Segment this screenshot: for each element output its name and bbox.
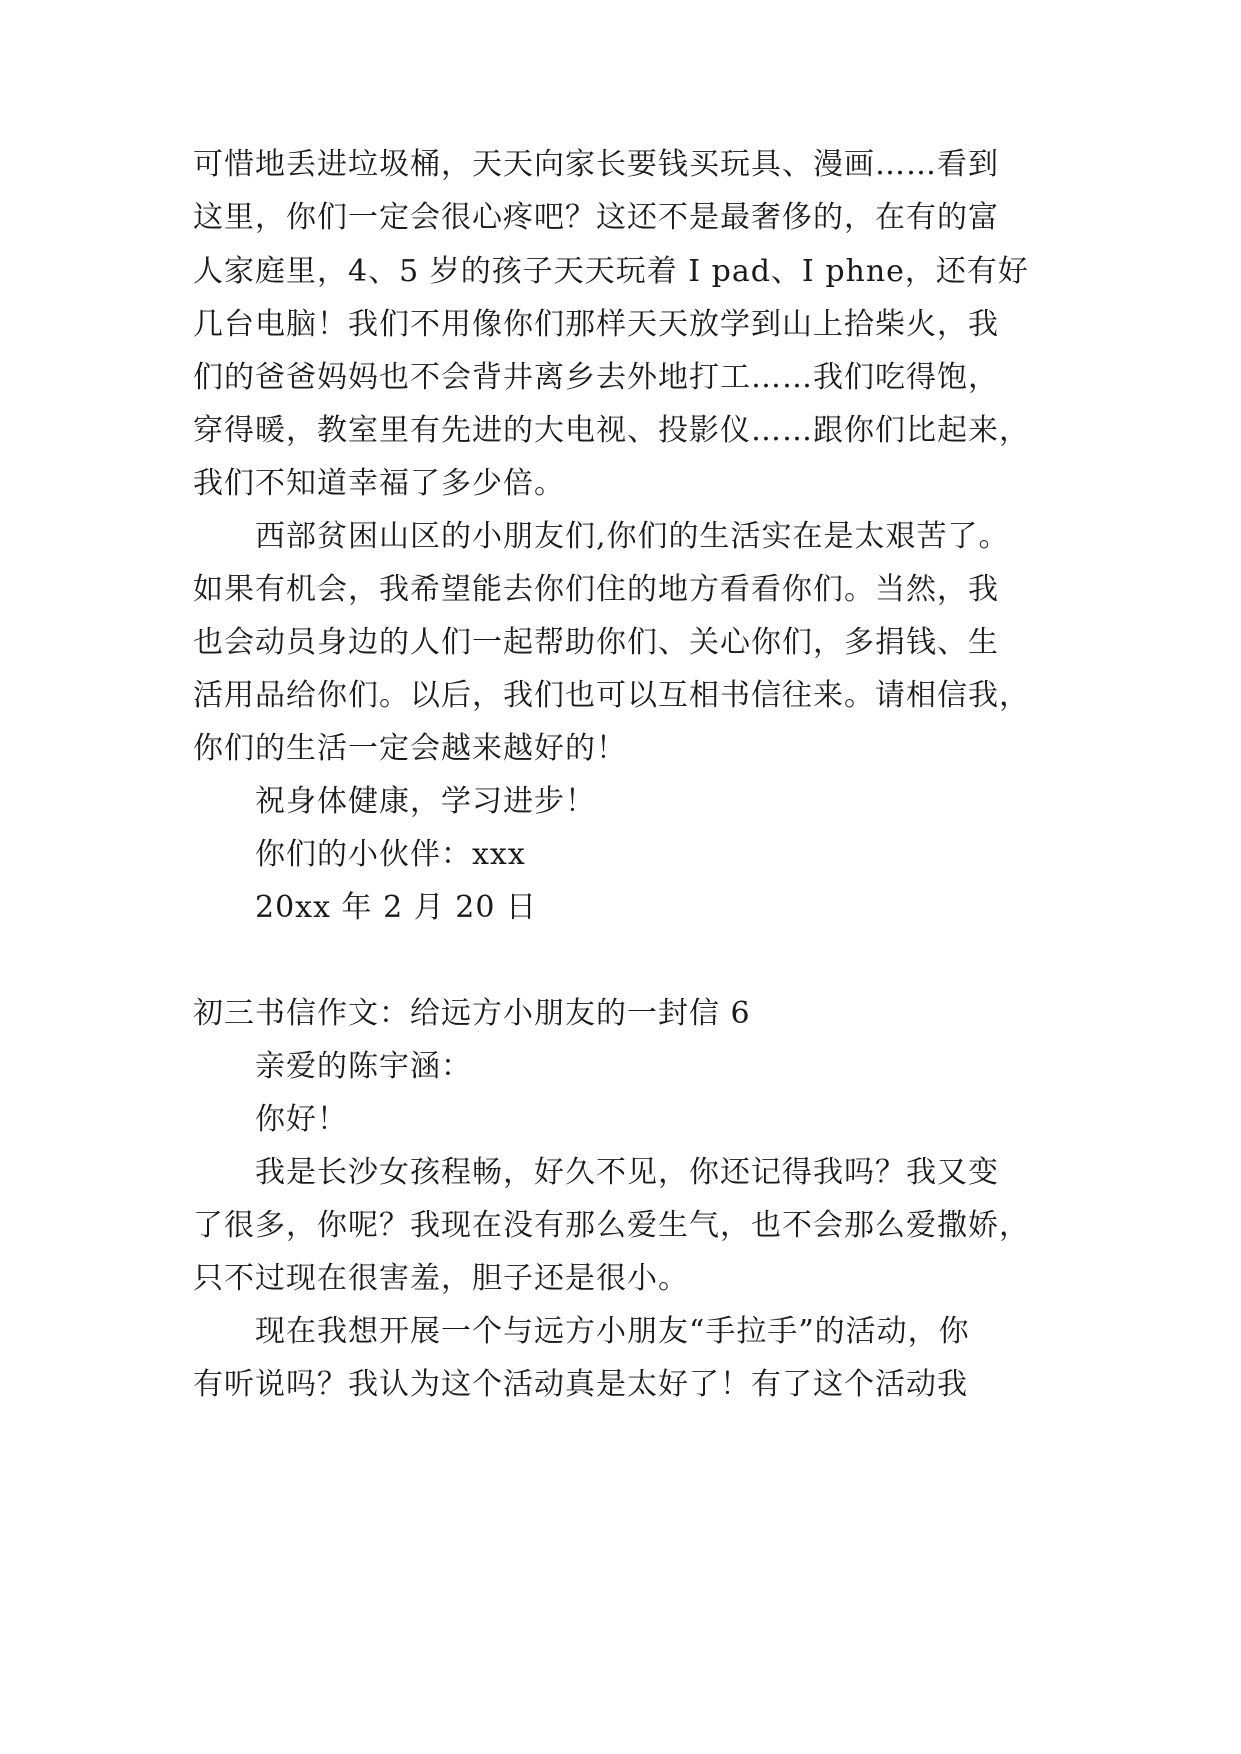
paragraph-line: 活用品给你们。以后，我们也可以互相书信往来。请相信我， xyxy=(193,678,1030,713)
letter-signature: 你们的小伙伴：xxx xyxy=(255,837,526,872)
paragraph-line: 有听说吗？我认为这个活动真是太好了！有了这个活动我 xyxy=(193,1367,968,1402)
paragraph-line: 了很多，你呢？我现在没有那么爱生气，也不会那么爱撒娇， xyxy=(193,1208,1030,1243)
body-line: 人家庭里，4、5 岁的孩子天天玩着 I pad、I phne，还有好 xyxy=(193,254,1029,289)
letter-salutation: 亲爱的陈宇涵： xyxy=(255,1049,472,1084)
letter-greeting: 你好！ xyxy=(255,1102,348,1137)
body-line: 可惜地丢进垃圾桶，天天向家长要钱买玩具、漫画……看到 xyxy=(193,147,999,182)
paragraph-line: 如果有机会，我希望能去你们住的地方看看你们。当然，我 xyxy=(193,572,999,607)
body-line: 这里，你们一定会很心疼吧？这还不是最奢侈的，在有的富 xyxy=(193,200,999,235)
letter-closing: 祝身体健康，学习进步！ xyxy=(255,784,596,819)
paragraph-line: 现在我想开展一个与远方小朋友“手拉手”的活动，你 xyxy=(255,1314,970,1349)
body-line: 几台电脑！我们不用像你们那样天天放学到山上拾柴火，我 xyxy=(193,307,999,342)
paragraph-line: 你们的生活一定会越来越好的！ xyxy=(193,731,627,766)
letter-date: 20xx 年 2 月 20 日 xyxy=(255,890,537,925)
body-line: 们的爸爸妈妈也不会背井离乡去外地打工……我们吃得饱， xyxy=(193,360,999,395)
paragraph-line: 我是长沙女孩程畅，好久不见，你还记得我吗？我又变 xyxy=(255,1155,999,1190)
body-line: 穿得暖，教室里有先进的大电视、投影仪……跟你们比起来， xyxy=(193,413,1030,448)
paragraph-line: 西部贫困山区的小朋友们,你们的生活实在是太艰苦了。 xyxy=(255,519,1010,554)
paragraph-line: 只不过现在很害羞，胆子还是很小。 xyxy=(193,1261,689,1296)
section-title: 初三书信作文：给远方小朋友的一封信 6 xyxy=(193,996,751,1031)
paragraph-line: 也会动员身边的人们一起帮助你们、关心你们，多捐钱、生 xyxy=(193,625,999,660)
body-line: 我们不知道幸福了多少倍。 xyxy=(193,466,565,501)
